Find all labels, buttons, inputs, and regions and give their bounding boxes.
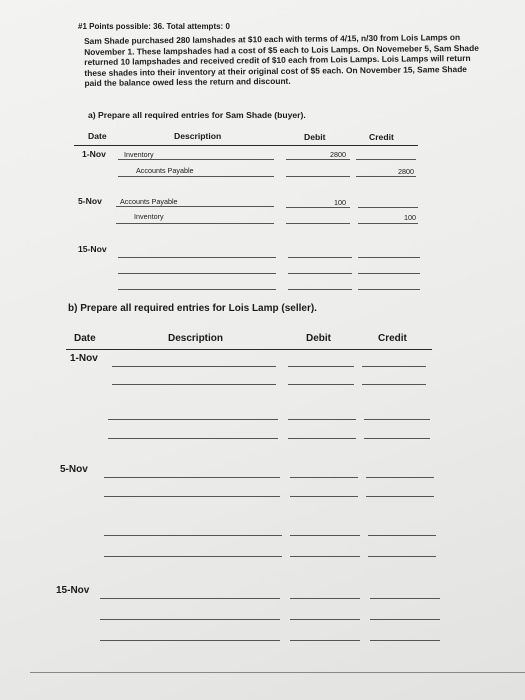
- part-a-line: [288, 289, 352, 290]
- part-a-header-credit: Credit: [369, 132, 394, 142]
- part-a-line: [358, 289, 420, 290]
- part-a-debit-amount-1: 2800: [330, 150, 346, 159]
- part-a-line: [118, 257, 276, 258]
- part-b-line: [104, 477, 280, 478]
- points-header: #1 Points possible: 36. Total attempts: 0: [78, 22, 230, 31]
- part-b-line: [290, 535, 360, 536]
- part-a-credit-amount-2: 100: [404, 213, 416, 222]
- part-a-line: [358, 273, 420, 274]
- part-b-line: [364, 438, 430, 439]
- part-b-line: [290, 477, 358, 478]
- part-b-header-description: Description: [168, 333, 224, 344]
- part-b-date-15nov: 15-Nov: [56, 585, 90, 596]
- part-b-line: [112, 384, 276, 385]
- part-b-line: [370, 640, 440, 641]
- part-a-line: [286, 159, 350, 160]
- part-a-line: [358, 207, 418, 208]
- part-b-line: [290, 640, 360, 641]
- part-b-line: [104, 496, 280, 497]
- part-b-line: [290, 619, 360, 620]
- part-b-header-debit: Debit: [306, 333, 331, 344]
- part-b-date-5nov: 5-Nov: [60, 464, 88, 475]
- part-b-line: [370, 619, 440, 620]
- part-b-line: [100, 619, 280, 620]
- part-a-line: [118, 289, 276, 290]
- part-b-line: [104, 535, 282, 536]
- part-a-line: [358, 223, 418, 224]
- part-a-debit-amount-2: 100: [334, 198, 346, 207]
- part-b-line: [288, 419, 356, 420]
- part-b-date-1nov: 1-Nov: [70, 353, 98, 364]
- part-b-line: [288, 438, 356, 439]
- part-b-line: [368, 535, 436, 536]
- part-a-line: [288, 273, 352, 274]
- part-a-line: [286, 207, 350, 208]
- part-a-line: [356, 176, 416, 177]
- part-a-line: [118, 273, 276, 274]
- part-b-line: [100, 640, 280, 641]
- part-b-line: [366, 496, 434, 497]
- part-b-line: [368, 556, 436, 557]
- part-a-line: [358, 257, 420, 258]
- part-b-line: [362, 366, 426, 367]
- part-a-header-debit: Debit: [304, 132, 326, 142]
- part-a-line: [116, 206, 274, 207]
- part-b-line: [108, 438, 278, 439]
- part-a-line: [286, 223, 350, 224]
- part-a-credit-account-2: Inventory: [134, 212, 164, 221]
- part-b-header-rule: [66, 349, 432, 350]
- problem-text: Sam Shade purchased 280 lamshades at $10 each with terms of 4/15, n/30 from Lois Lamps on November 1. These lampshades had a cost of $5 each to Lois Lamps. On Novemeber 5, Sam Shade returned 10 lampshades and received credit of $10 each from Lois Lamps. Lois Lamps will return these shades into their inventory at their original cost of $5 each. On November 15, Same Shade paid the balance owed less the return and discount.: [84, 32, 479, 89]
- page-bottom-edge: [30, 672, 525, 673]
- part-b-line: [288, 366, 354, 367]
- part-b-line: [104, 556, 282, 557]
- part-b-line: [290, 496, 358, 497]
- part-b-line: [370, 598, 440, 599]
- part-a-line: [356, 159, 416, 160]
- part-b-line: [290, 556, 360, 557]
- part-a-line: [118, 159, 274, 160]
- part-b-header-date: Date: [74, 333, 96, 344]
- part-b-header-credit: Credit: [378, 333, 407, 344]
- part-a-header-description: Description: [174, 131, 222, 141]
- part-a-date-5nov: 5-Nov: [78, 196, 102, 206]
- part-b-line: [364, 419, 430, 420]
- part-b-line: [288, 384, 354, 385]
- part-a-debit-account-1: Inventory: [124, 150, 154, 159]
- part-b-line: [366, 477, 434, 478]
- part-a-date-15nov: 15-Nov: [78, 244, 107, 254]
- part-a-debit-account-2: Accounts Payable: [120, 197, 178, 206]
- part-a-title: a) Prepare all required entries for Sam Shade (buyer).: [88, 110, 306, 120]
- part-b-line: [290, 598, 360, 599]
- part-a-header-date: Date: [88, 131, 107, 141]
- part-a-credit-amount-1: 2800: [398, 167, 414, 176]
- part-a-line: [288, 257, 352, 258]
- part-a-header-rule: [74, 145, 418, 146]
- part-b-title: b) Prepare all required entries for Lois Lamp (seller).: [68, 303, 317, 314]
- part-a-date-1nov: 1-Nov: [82, 149, 106, 159]
- part-a-line: [118, 176, 274, 177]
- part-a-line: [286, 176, 350, 177]
- part-b-line: [112, 366, 276, 367]
- part-a-credit-account-1: Accounts Payable: [136, 166, 194, 175]
- part-b-line: [100, 598, 280, 599]
- part-a-line: [116, 223, 274, 224]
- part-b-line: [362, 384, 426, 385]
- part-b-line: [108, 419, 278, 420]
